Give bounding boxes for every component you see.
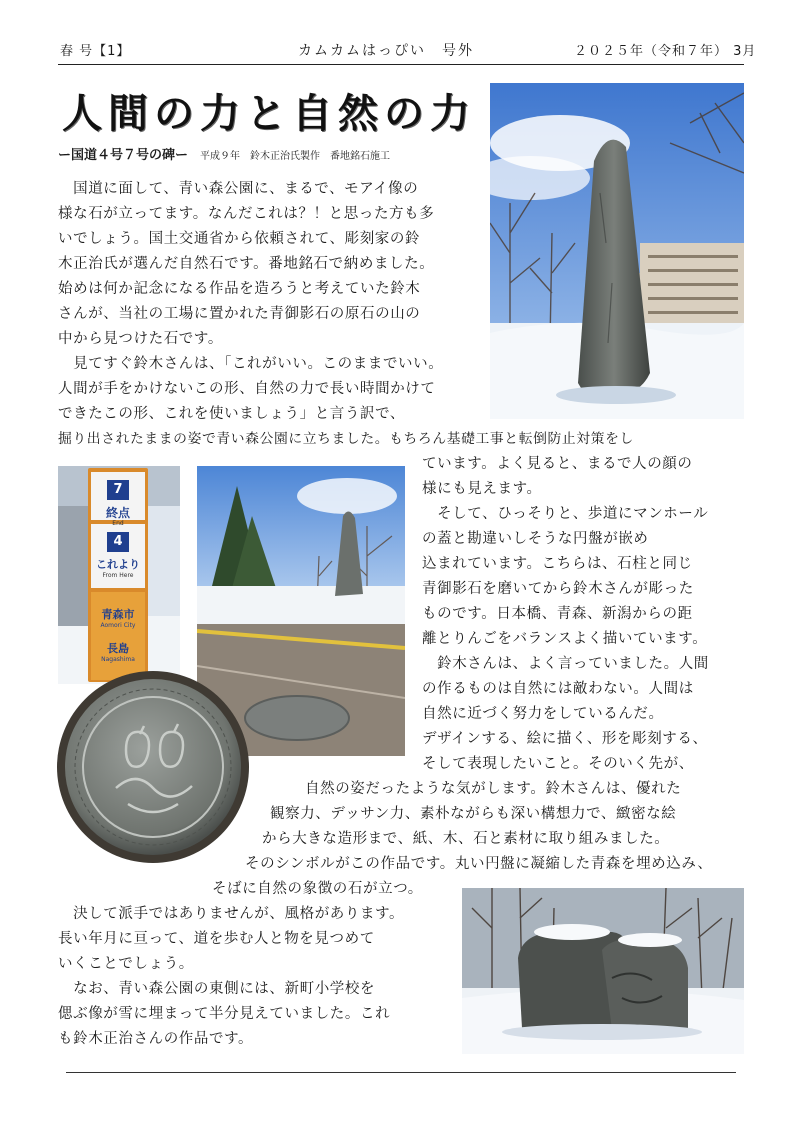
footer-divider [66,1072,736,1073]
body-line: 鈴木さんは、よく言っていました。人間 [422,656,709,672]
body-line: 掘り出されたままの姿で青い森公園に立ちました。もちろん基礎工事と転倒防止対策をし [58,431,634,447]
body-line: 国道に面して、青い森公園に、まるで、モアイ像の [58,181,419,197]
engraved-disc-image [56,670,250,864]
engraved-disc-photo [56,670,250,864]
body-line: ものです。日本橋、青森、新潟からの距 [422,606,693,622]
body-line: 離とりんごをバランスよく描いています。 [422,631,708,647]
sign-from-label: これより [96,558,140,571]
newsletter-title: カムカムはっぴい 号外 [298,43,474,59]
body-line: 人間が手をかけないこの形、自然の力で長い時間かけて [58,381,436,397]
body-line: 自然の姿だったような気がします。鈴木さんは、優れた [305,781,682,797]
sign-city2-en: Nagashima [101,656,135,663]
issue-date: ２０２５年（令和７年） 3月 [574,44,757,59]
issue-label: 春 号【1】 [60,44,131,59]
body-line: 込まれています。こちらは、石柱と同じ [422,556,693,572]
sign-end-en: End [112,520,124,527]
body-line: の作るものは自然には敵わない。人間は [422,681,694,697]
body-line: そのシンボルがこの作品です。丸い円盤に凝縮した青森を埋め込み、 [245,856,713,872]
body-line: さんが、当社の工場に置かれた青御影石の原石の山の [58,306,421,322]
sign-city1-en: Aomori City [100,622,136,629]
article-title: 人間の力と自然の力 [62,90,476,137]
sign-end-label: 終点 [105,506,130,520]
body-line: 木正治氏が選んだ自然石です。番地銘石で納めました。 [58,256,435,272]
body-line: も鈴木正治さんの作品です。 [58,1031,254,1047]
subtitle-text: ー国道４号７号の碑ー [58,148,189,163]
route-7-shield-icon: 7 [107,480,129,500]
body-line: そばに自然の象徴の石が立つ。 [212,881,423,897]
body-line: 自然に近づく努力をしているんだ。 [422,706,664,722]
body-line: できたこの形、これを使いましょう」と言う訳で、 [58,406,406,422]
body-line: ています。よく見ると、まるで人の顔の [422,456,693,472]
credit-text: 平成９年 鈴木正治氏製作 番地銘石施工 [200,151,391,162]
standing-stone-photo [490,83,744,419]
body-line: 様な石が立ってます。なんだこれは？！と思った方も多 [58,206,435,222]
body-line: そして表現したいこと。そのいく先が、 [422,756,694,772]
header-divider [58,64,744,65]
sign-city2: 長島 [107,642,129,655]
road-sign-photo [58,466,180,684]
standing-stone-image [490,83,744,419]
route-4-shield-icon: 4 [107,532,129,552]
body-line: デザインする、絵に描く、形を彫刻する、 [422,731,708,747]
body-line: 偲ぶ像が雪に埋まって半分見えていました。これ [58,1006,391,1022]
body-line: 中から見つけた石です。 [58,331,223,347]
statue-photo [462,888,744,1054]
body-line: なお、青い森公園の東側には、新町小学校を [58,981,376,997]
sign-from-en: From Here [102,572,134,579]
body-line: そして、ひっそりと、歩道にマンホール [422,506,709,522]
body-line: 青御影石を磨いてから鈴木さんが彫った [422,581,694,597]
body-line: から大きな造形まで、紙、木、石と素材に取り組みました。 [262,831,670,847]
body-line: 長い年月に亘って、道を歩む人と物を見つめて [58,931,375,947]
body-line: 決して派手ではありませんが、風格があります。 [58,906,405,922]
body-line: いでしょう。国土交通省から依頼されて、彫刻家の鈴 [58,231,421,247]
body-line: 始めは何か記念になる作品を造ろうと考えていた鈴木 [58,281,421,297]
body-line: の蓋と勘違いしそうな円盤が嵌め [422,531,649,547]
body-line: 観察力、デッサン力、素朴ながらも深い構想力で、緻密な絵 [270,806,677,822]
body-line: いくことでしょう。 [58,956,194,972]
article-subtitle [58,144,390,163]
body-line: 様にも見えます。 [422,481,542,497]
body-line: 見てすぐ鈴木さんは、「これがいい。このままでいい。 [58,356,444,372]
sign-city1: 青森市 [101,608,135,621]
statue-image [462,888,744,1054]
